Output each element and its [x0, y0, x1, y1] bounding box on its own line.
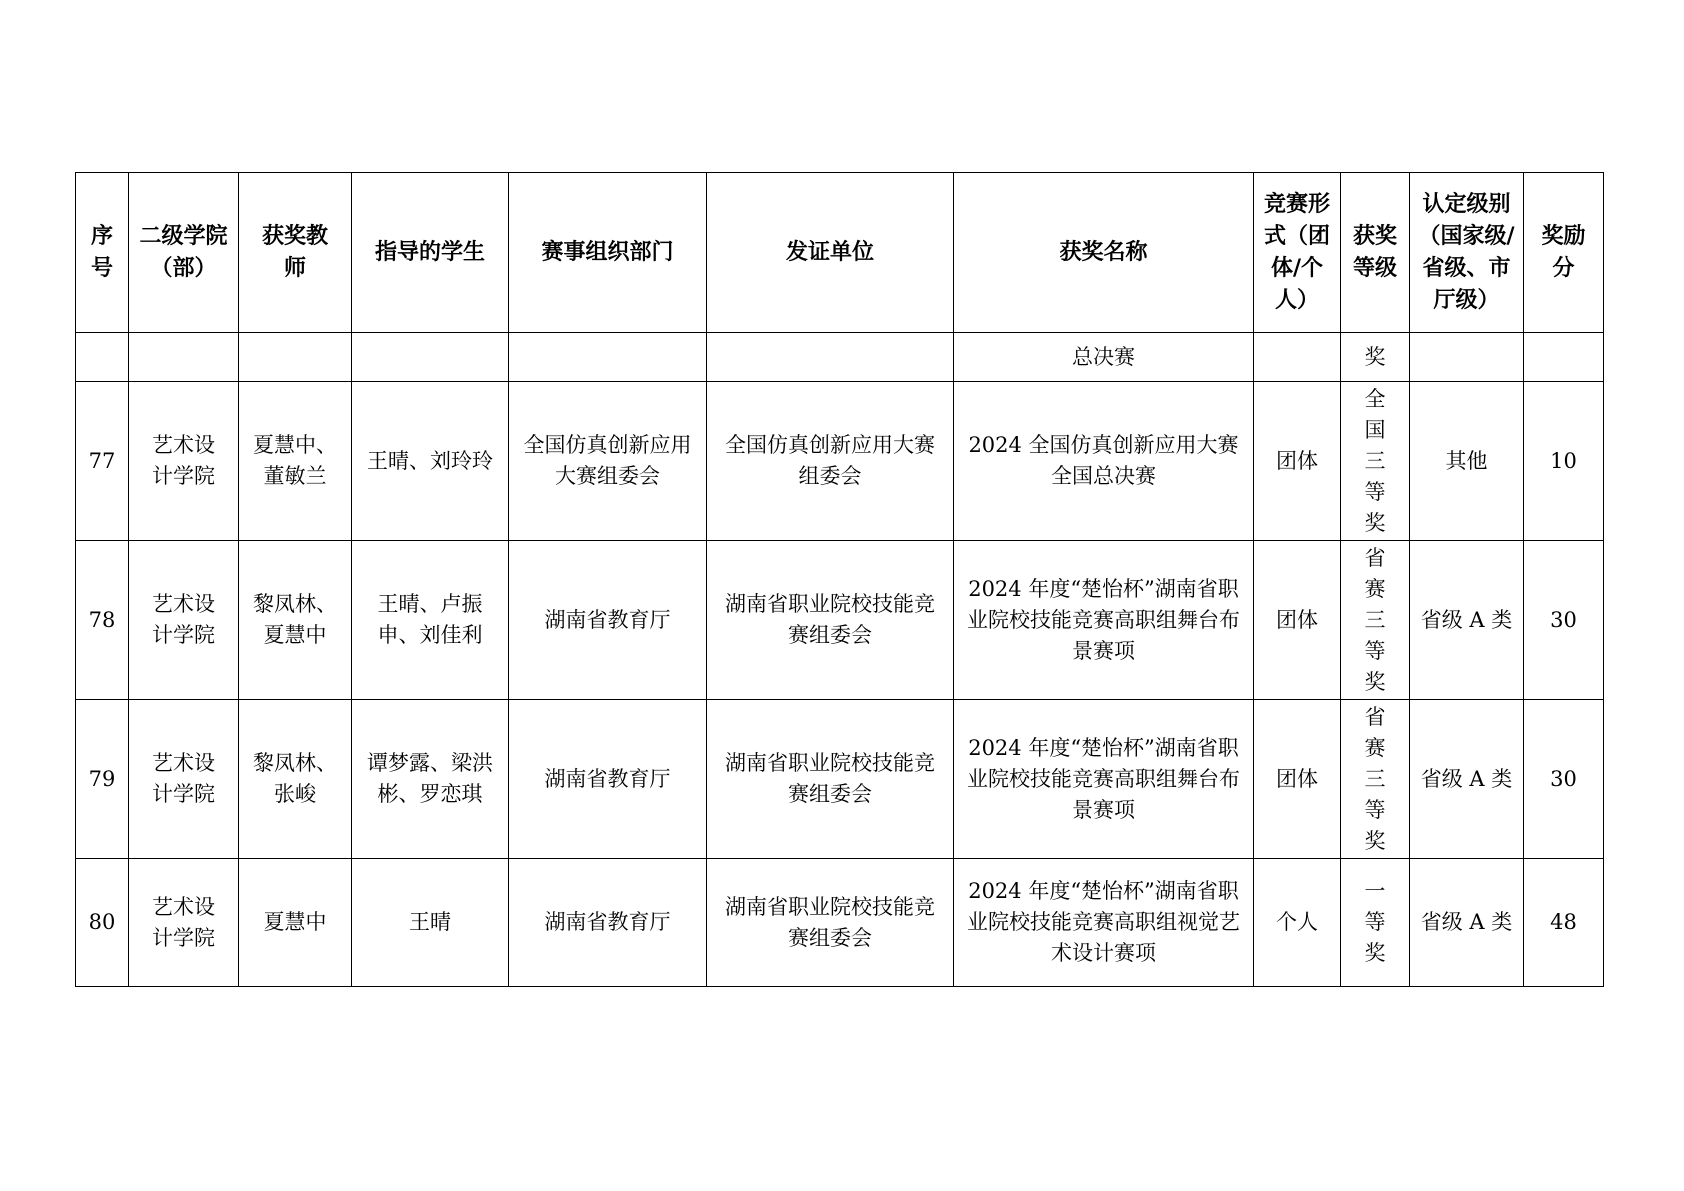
cell-award-name: 2024 年度“楚怡杯”湖南省职业院校技能竞赛高职组舞台布景赛项: [954, 700, 1254, 859]
cell-students: 谭梦露、梁洪彬、罗恋琪: [352, 700, 509, 859]
cell-students: 王晴、刘玲玲: [352, 382, 509, 541]
cell-form: 个人: [1254, 859, 1341, 987]
header-issuer: 发证单位: [707, 173, 954, 333]
cell-score: 10: [1524, 382, 1604, 541]
cell-form: 团体: [1254, 700, 1341, 859]
cell-empty: [76, 333, 129, 382]
header-score: 奖励分: [1524, 173, 1604, 333]
cell-grade: 省赛三等奖: [1341, 700, 1410, 859]
table-row: [76, 859, 1604, 987]
cell-seq: 77: [76, 382, 129, 541]
cell-organizer: 湖南省教育厅: [509, 859, 707, 987]
header-students: 指导的学生: [352, 173, 509, 333]
cell-level: 省级 A 类: [1410, 541, 1524, 700]
cell-issuer: 湖南省职业院校技能竞赛组委会: [707, 700, 954, 859]
cell-teachers: 黎凤林、张峻: [239, 700, 352, 859]
cell-award-name: 2024 年度“楚怡杯”湖南省职业院校技能竞赛高职组视觉艺术设计赛项: [954, 859, 1254, 987]
cell-award-name: 2024 全国仿真创新应用大赛全国总决赛: [954, 382, 1254, 541]
header-award-name: 获奖名称: [954, 173, 1254, 333]
awards-table: [75, 172, 1604, 987]
cell-level: 其他: [1410, 382, 1524, 541]
header-organizer: 赛事组织部门: [509, 173, 707, 333]
cell-issuer: 全国仿真创新应用大赛组委会: [707, 382, 954, 541]
cell-organizer: 全国仿真创新应用大赛组委会: [509, 382, 707, 541]
cell-grade: 一等奖: [1341, 859, 1410, 987]
cell-grade: 全国三等奖: [1341, 382, 1410, 541]
cell-award-name: 2024 年度“楚怡杯”湖南省职业院校技能竞赛高职组舞台布景赛项: [954, 541, 1254, 700]
cell-teachers: 夏慧中、董敏兰: [239, 382, 352, 541]
cell-empty: [509, 333, 707, 382]
header-college: 二级学院（部）: [129, 173, 239, 333]
cell-form: 团体: [1254, 382, 1341, 541]
header-teachers: 获奖教师: [239, 173, 352, 333]
header-level: 认定级别（国家级/省级、市厅级）: [1410, 173, 1524, 333]
cell-score: 30: [1524, 541, 1604, 700]
cell-empty: [1524, 333, 1604, 382]
header-seq: 序号: [76, 173, 129, 333]
table-row: [76, 700, 1604, 859]
cell-score: 48: [1524, 859, 1604, 987]
table-row: [76, 382, 1604, 541]
cell-seq: 78: [76, 541, 129, 700]
cell-grade: 奖: [1341, 333, 1410, 382]
cell-organizer: 湖南省教育厅: [509, 541, 707, 700]
cell-teachers: 夏慧中: [239, 859, 352, 987]
cell-students: 王晴、卢振申、刘佳利: [352, 541, 509, 700]
cell-form: 团体: [1254, 541, 1341, 700]
cell-empty: [1410, 333, 1524, 382]
cell-college: 艺术设计学院: [129, 382, 239, 541]
table-header-row: [76, 173, 1604, 333]
cell-college: 艺术设计学院: [129, 700, 239, 859]
cell-level: 省级 A 类: [1410, 859, 1524, 987]
cell-issuer: 湖南省职业院校技能竞赛组委会: [707, 541, 954, 700]
cell-empty: [129, 333, 239, 382]
cell-issuer: 湖南省职业院校技能竞赛组委会: [707, 859, 954, 987]
cell-award-name: 总决赛: [954, 333, 1254, 382]
cell-empty: [1254, 333, 1341, 382]
cell-college: 艺术设计学院: [129, 541, 239, 700]
cell-empty: [239, 333, 352, 382]
cell-college: 艺术设计学院: [129, 859, 239, 987]
table-row: [76, 541, 1604, 700]
cell-teachers: 黎凤林、夏慧中: [239, 541, 352, 700]
cell-students: 王晴: [352, 859, 509, 987]
table-row-continuation: [76, 333, 1604, 382]
cell-level: 省级 A 类: [1410, 700, 1524, 859]
cell-empty: [707, 333, 954, 382]
cell-organizer: 湖南省教育厅: [509, 700, 707, 859]
cell-seq: 79: [76, 700, 129, 859]
cell-seq: 80: [76, 859, 129, 987]
header-grade: 获奖等级: [1341, 173, 1410, 333]
cell-empty: [352, 333, 509, 382]
cell-grade: 省赛三等奖: [1341, 541, 1410, 700]
cell-score: 30: [1524, 700, 1604, 859]
header-form: 竞赛形式（团体/个人）: [1254, 173, 1341, 333]
